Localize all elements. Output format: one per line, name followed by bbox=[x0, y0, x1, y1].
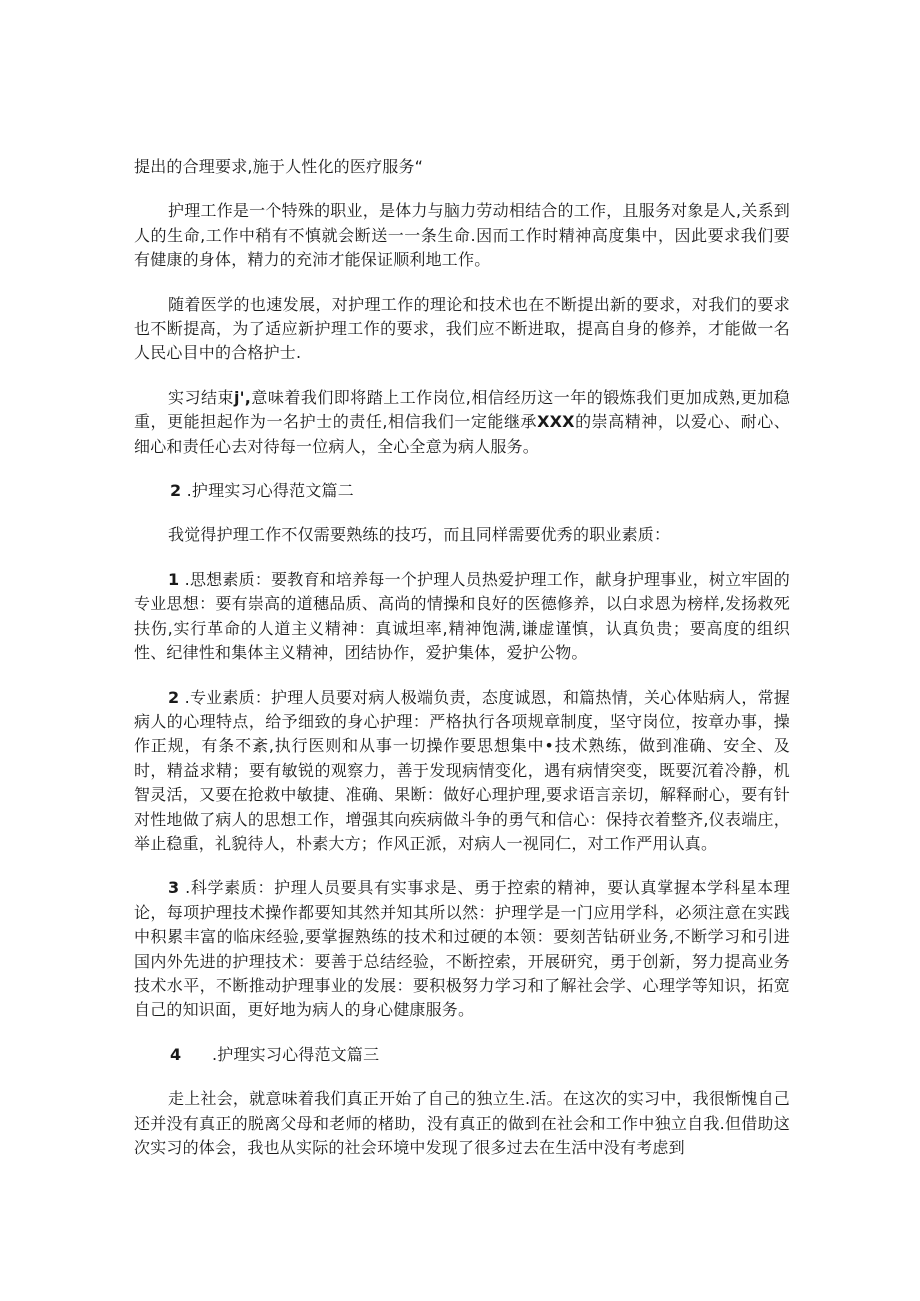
list-item-ideological-quality bbox=[134, 568, 790, 666]
list-text: .思想素质：要教育和培养每一个护理人员热爱护理工作，献身护理事业，树立牢固的专业思想：要有崇高的道穗品质、高尚的情操和良好的医德修养，以白求恩为榜样,发扬救死扶伤,实行革命的人道主义精神：真诚坦率,精神饱满,谦虚谨慎，认真负贵；要高度的组织性、纪律性和集体主义精神，团结协作，爱护集体，爱护公物。 bbox=[134, 569, 790, 663]
heading-text: .护理实习心得范文篇三 bbox=[212, 1044, 380, 1064]
heading-text: .护理实习心得范文篇二 bbox=[186, 481, 354, 501]
text-segment: 实习结束 bbox=[168, 387, 234, 407]
text-segment: 的崇高精神，以爱心、耐心、细心和责任心去对待每一位病人，全心全意为病人服务。 bbox=[134, 412, 790, 456]
heading-number: 2 bbox=[170, 481, 182, 501]
text-segment-bold: j', bbox=[233, 387, 252, 407]
list-number: 1 bbox=[168, 569, 180, 589]
paragraph-continuation: 提出的合理要求,施于人性化的医疗服务“ bbox=[134, 157, 424, 176]
paragraph-entering-society: 走上社会，就意味着我们真正开始了自己的独立生.活。在这次的实习中，我很惭愧自己还并没有真正的脱离父母和老师的楮助，没有真正的做到在社会和工作中独立自我.但借助这次实习的体会，我也从实际的社会环境中发现了很多过去在生活中没有考虑到 bbox=[134, 1089, 790, 1157]
list-item-professional-quality bbox=[134, 686, 790, 857]
list-item-scientific-quality bbox=[134, 876, 790, 1022]
list-number: 2 bbox=[168, 687, 180, 707]
paragraph-internship-end bbox=[134, 386, 790, 459]
list-text: .专业素质：护理人员要对病人极端负责，态度诚恩，和篇热情，关心体贴病人，常握病人的心理特点，给予细致的身心护理：严格执行各项规章制度，坚守岗位，按章办事，操作正规，有条不紊,执行医则和从事一切操作要思想集中•技术熟练，做到准确、安全、及时，精益求精；要有敏锐的观察力，善于发现病情变化，遇有病情突变，既要沉着冷静，机智灵活，又要在抢救中敏捷、准确、果断：做好心理护理,要求语言亲切，解释耐心，要有针对性地做了病人的思想工作，增强其向疾病做斗争的勇气和信心：保持衣着整齐,仪表端庄，举止稳重，礼貌待人，朴素大方；作风正派，对病人一视同仁，对工作严用认真。 bbox=[134, 687, 790, 853]
list-text: .科学素质：护理人员要具有实事求是、勇于控索的精神，要认真掌握本学科星本理论，每项护理技术操作都要知其然并知其所以然：护理学是一门应用学科，必须注意在实践中积累丰富的临床经验,要掌握熟练的技术和过硬的本领：要刻苦钻研业务,不断学习和引进国内外先进的护理技术：要善于总结经验，不断控索，开展研究，勇于创新，努力提高业务技术水平，不断推动护理事业的发展：要积极努力学习和了解社会学、心理学等知识，拓宽自己的知识面，更好地为病人的身心健康服务。 bbox=[134, 878, 790, 1020]
list-number: 3 bbox=[168, 878, 180, 898]
section-heading-2 bbox=[134, 479, 790, 503]
paragraph-medical-development: 随着医学的也速发展，对护理工作的理论和技术也在不断提出新的要求，对我们的要求也不断提高，为了适应新护理工作的要求，我们应不断进取，提高自身的修养，才能做一名人民心目中的合格护士. bbox=[134, 294, 790, 363]
text-segment: 意味着我们即将踏上工作岗位,相信经历这一年的锻炼我们更加成熟,更加稳重，更能担起作为一名护士的责任,相信我们一定能继承 bbox=[134, 387, 790, 432]
paragraph-intro-qualities: 我觉得护理工作不仅需要熟练的技巧，而且同样需要优秀的职业素质： bbox=[168, 525, 671, 545]
paragraph-nursing-profession: 护理工作是一个特殊的职业，是体力与脑力劳动相结合的工作，且服务对象是人,关系到人的生命,工作中稍有不慎就会断送一一条生命.因而工作时精神高度集中，因此要求我们要有健康的身体，精力的充沛才能保证顺利地工作。 bbox=[134, 201, 790, 270]
heading-number: 4 bbox=[170, 1044, 182, 1064]
section-heading-3 bbox=[134, 1043, 790, 1067]
document-body bbox=[134, 155, 790, 1160]
placeholder-name: XXX bbox=[537, 412, 575, 432]
